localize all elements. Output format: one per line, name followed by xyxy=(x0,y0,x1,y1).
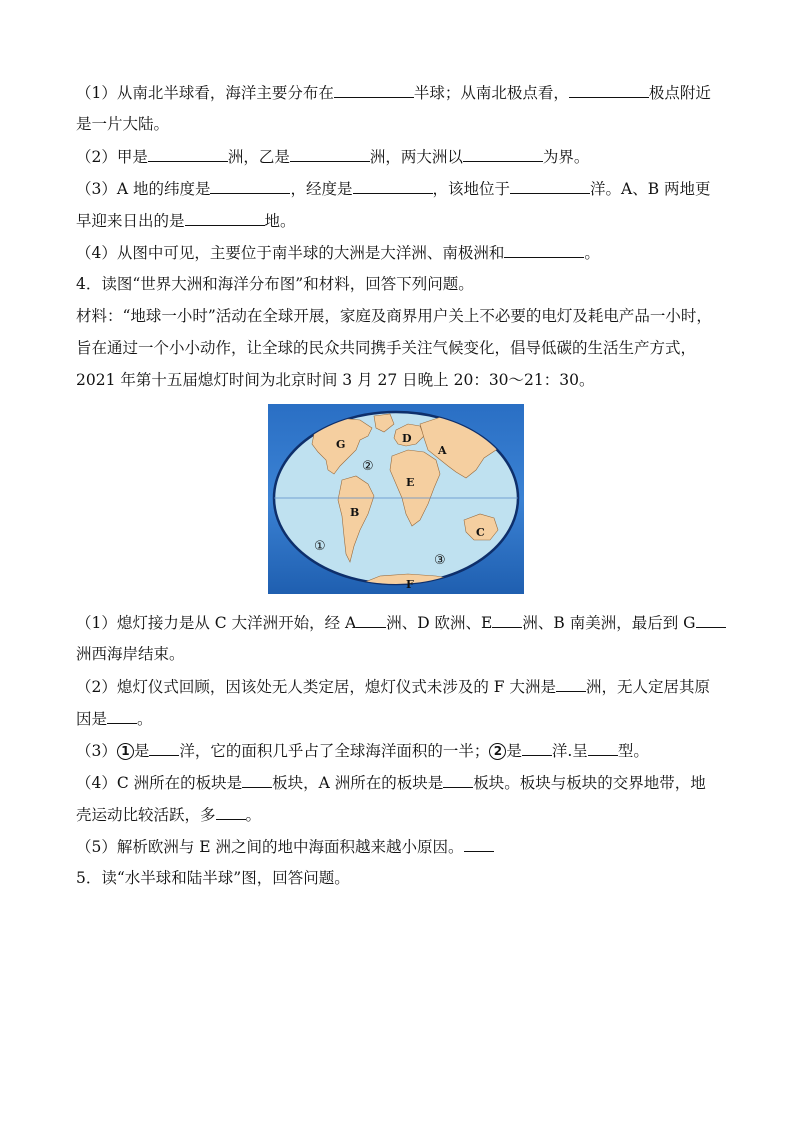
q3-item-3-line2 xyxy=(76,210,296,231)
answer-blank[interactable] xyxy=(242,772,272,788)
q4-item-2-line1 xyxy=(76,676,710,697)
text: 洲、B 南美洲，最后到 G xyxy=(522,614,696,632)
map-label-g: G xyxy=(336,438,346,451)
answer-blank[interactable] xyxy=(522,740,552,756)
world-map-figure xyxy=(268,404,524,594)
map-label-f: F xyxy=(406,578,414,591)
q3-item-3-line1 xyxy=(76,178,711,199)
text: （1）熄灯接力是从 C 大洋洲开始，经 A xyxy=(76,614,357,632)
text: 是 xyxy=(506,742,522,760)
text: 板块。板块与板块的交界地带，地 xyxy=(473,774,706,792)
q4-item-4-line2 xyxy=(76,804,261,825)
text: 洲，乙是 xyxy=(227,148,290,166)
text: 是 xyxy=(133,742,150,760)
text: 洋，它的面积几乎占了全球海洋面积的一半； xyxy=(179,742,490,760)
answer-blank[interactable] xyxy=(148,146,228,162)
answer-blank[interactable] xyxy=(216,804,246,820)
circled-number-2: 2 xyxy=(489,743,506,760)
map-label-d: D xyxy=(402,432,412,445)
text: （1）从南北半球看，海洋主要分布在 xyxy=(76,84,334,102)
answer-blank[interactable] xyxy=(210,178,290,194)
map-label-e: E xyxy=(406,476,415,489)
q4-material-line3: 2021 年第十五届熄灯时间为北京时间 3 月 27 日晚上 20：30～21：30。 xyxy=(76,371,595,389)
ocean-label-1: ① xyxy=(314,539,326,554)
answer-blank[interactable] xyxy=(556,676,586,692)
circled-number-1: 1 xyxy=(117,743,134,760)
ocean-label-3: ③ xyxy=(434,553,446,568)
text: （2）甲是 xyxy=(76,148,148,166)
q4-item-2-line2 xyxy=(76,708,153,729)
text: （3）A 地的纬度是 xyxy=(76,180,211,198)
text: （4）C 洲所在的板块是 xyxy=(76,774,243,792)
map-label-b: B xyxy=(350,506,360,519)
answer-blank[interactable] xyxy=(510,178,590,194)
answer-blank[interactable] xyxy=(356,612,386,628)
q3-item-1-line2 xyxy=(76,114,169,134)
q4-item-1-line2 xyxy=(76,644,185,664)
text: 半球；从南北极点看， xyxy=(413,84,569,102)
answer-blank[interactable] xyxy=(463,146,543,162)
answer-blank[interactable] xyxy=(185,210,265,226)
text: 洋。A、B 两地更 xyxy=(590,180,711,198)
text: 极点附近 xyxy=(648,84,711,102)
text: （5）解析欧洲与 E 洲之间的地中海面积越来越小原因。 xyxy=(76,838,464,856)
text: 洲、D 欧洲、E xyxy=(386,614,493,632)
answer-blank[interactable] xyxy=(149,740,179,756)
text: （4）从图中可见，主要位于南半球的大洲是大洋洲、南极洲和 xyxy=(76,244,505,262)
q4-material-line2: 旨在通过一个小小动作，让全球的民众共同携手关注气候变化，倡导低碳的生活生产方式， xyxy=(76,339,697,357)
text: ，经度是 xyxy=(290,180,353,198)
answer-blank[interactable] xyxy=(334,82,414,98)
ocean-label-2: ② xyxy=(362,459,374,474)
text: 型。 xyxy=(617,742,649,760)
q3-item-4 xyxy=(76,242,600,263)
text: （3） xyxy=(76,742,117,760)
q3-item-2 xyxy=(76,146,589,167)
text: 洲，无人定居其原 xyxy=(585,678,710,696)
answer-blank[interactable] xyxy=(443,772,473,788)
q4-item-1-line1 xyxy=(76,612,726,633)
answer-blank[interactable] xyxy=(107,708,137,724)
text: 。 xyxy=(137,710,153,728)
q4-title: 4．读图“世界大洲和海洋分布图”和材料，回答下列问题。 xyxy=(76,275,474,293)
answer-blank[interactable] xyxy=(353,178,433,194)
text: 洲西海岸结束。 xyxy=(76,645,185,663)
text: （2）熄灯仪式回顾，因该处无人类定居，熄灯仪式未涉及的 F 大洲是 xyxy=(76,678,556,696)
map-label-a: A xyxy=(438,444,447,457)
answer-blank[interactable] xyxy=(504,242,584,258)
q4-item-3 xyxy=(76,740,649,761)
q4-material-line1: 材料：“地球一小时”活动在全球开展，家庭及商界用户关上不必要的电灯及耗电产品一小时， xyxy=(76,307,712,325)
text: 因是 xyxy=(76,710,108,728)
map-label-c: C xyxy=(476,526,485,539)
q3-item-1-line1 xyxy=(76,82,711,103)
text: ，该地位于 xyxy=(432,180,511,198)
text: 。 xyxy=(584,244,600,262)
q5-title: 5．读“水半球和陆半球”图，回答问题。 xyxy=(76,869,350,887)
text: 洋.呈 xyxy=(551,742,588,760)
text: 早迎来日出的是 xyxy=(76,212,185,230)
text: 板块，A 洲所在的板块是 xyxy=(272,774,444,792)
answer-blank[interactable] xyxy=(290,146,370,162)
answer-blank[interactable] xyxy=(569,82,649,98)
world-map xyxy=(268,404,524,594)
q4-item-4-line1 xyxy=(76,772,706,793)
answer-blank[interactable] xyxy=(588,740,618,756)
q4-item-5 xyxy=(76,836,494,857)
text: 是一片大陆。 xyxy=(76,115,170,133)
text: 。 xyxy=(245,806,262,824)
text: 洲，两大洲以 xyxy=(369,148,463,166)
answer-blank[interactable] xyxy=(696,612,726,628)
text: 壳运动比较活跃，多 xyxy=(76,806,216,824)
text: 为界。 xyxy=(542,148,590,166)
answer-blank[interactable] xyxy=(492,612,522,628)
text: 地。 xyxy=(264,212,296,230)
answer-blank[interactable] xyxy=(464,836,494,852)
